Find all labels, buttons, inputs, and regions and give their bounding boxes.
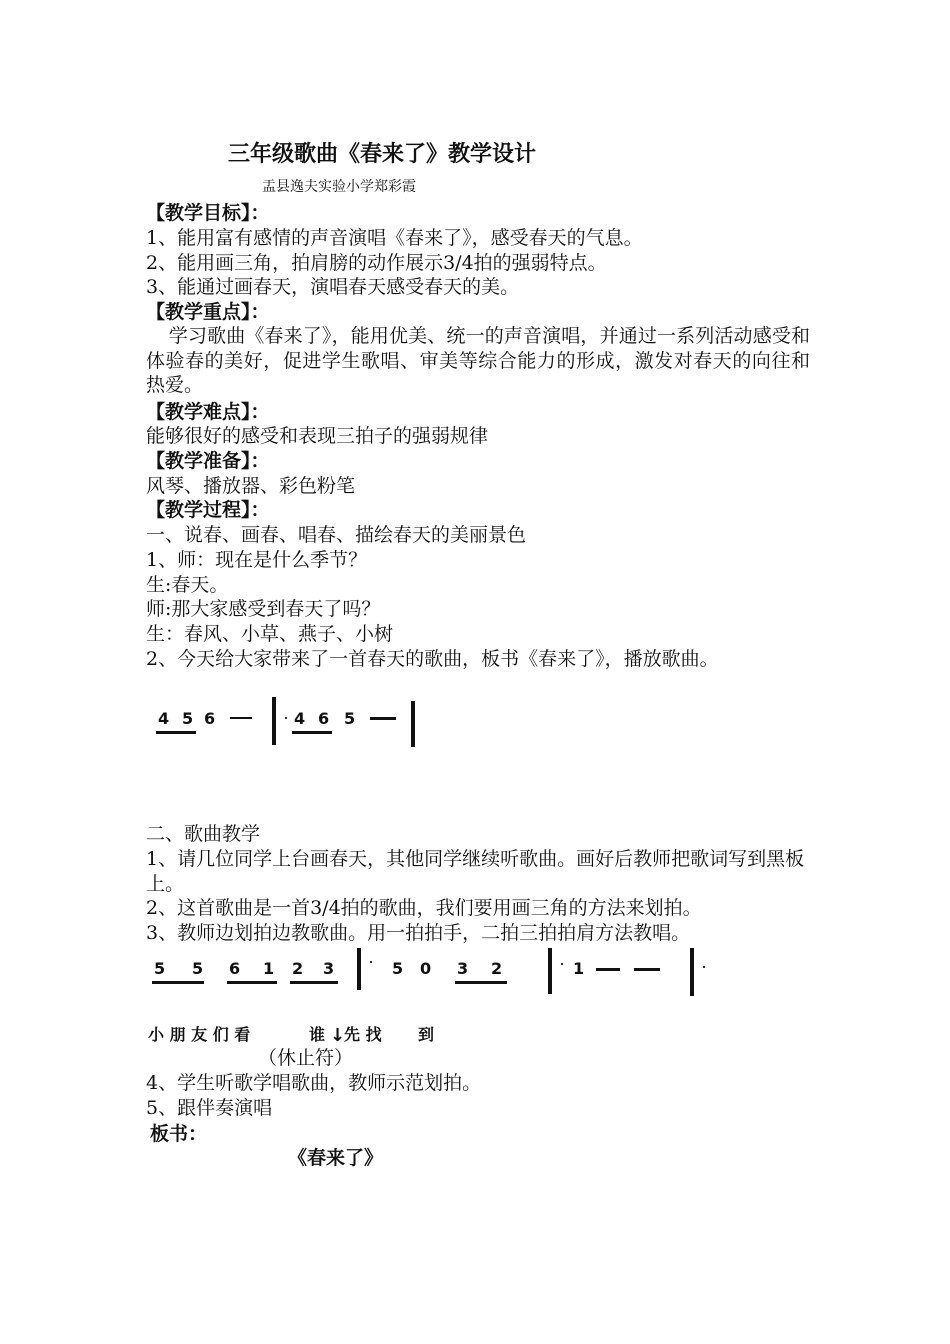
sustain-dash [596,968,620,971]
beat-underline [152,981,204,984]
note: 5 [192,959,204,978]
part2-title: 二、歌曲教学 [146,823,261,845]
note: 5 [344,709,356,728]
note: 4 [158,709,170,728]
bar-line [548,948,552,994]
dialogue-line: 生:春天。 [146,574,229,596]
note: 3 [457,959,469,978]
note: 5 [154,959,166,978]
part2-line: 2、这首歌曲是一首3/4拍的歌曲，我们要用画三角的方法来划拍。 [146,897,702,919]
bar-line [272,697,276,745]
lyrics-text: 先 找 [344,1025,382,1044]
goal-item: 2、能用画三角，拍肩膀的动作展示3/4拍的强弱特点。 [146,252,607,274]
beat-underline [292,731,332,734]
goal-item: 3、能通过画春天，演唱春天感受春天的美。 [146,276,520,298]
sustain-dash [230,717,252,719]
part1-title: 一、说春、画春、唱春、描绘春天的美丽景色 [146,524,527,546]
lyrics-text: 到 [418,1025,435,1044]
goal-item: 1、能用富有感情的声音演唱《春来了》，感受春天的气息。 [146,227,643,249]
part2-line: 1、请几位同学上台画春天，其他同学继续听歌曲。画好后教师把歌词写到黑板上。 [146,848,805,895]
dot-mark [703,966,705,968]
dot-mark [370,961,372,963]
process-line: 4、学生听歌学唱歌曲，教师示范划拍。 [146,1072,482,1094]
dot-mark [285,717,287,719]
lyrics-text: 谁 [309,1025,326,1044]
rest-arrow-icon: ↓ [330,1025,346,1046]
rest-label: （休止符） [258,1047,354,1069]
beat-underline [227,981,277,984]
note: 6 [204,709,216,728]
dialogue-line: 师:那大家感受到春天了吗？ [146,598,381,620]
process-line: 5、跟伴奏演唱 [146,1097,273,1119]
note: 2 [292,959,304,978]
dialogue-line: 2、今天给大家带来了一首春天的歌曲，板书《春来了》，播放歌曲。 [146,648,719,670]
note: 5 [392,959,404,978]
dot-mark [561,963,563,965]
beat-underline [455,981,507,984]
beat-underline [290,981,338,984]
preparation-heading: 【教学准备】： [146,450,270,472]
goals-heading: 【教学目标】： [146,202,270,224]
note: 1 [263,959,275,978]
beat-underline [156,731,196,734]
dialogue-line: 1、师：现在是什么季节？ [146,549,368,571]
note: 4 [294,709,306,728]
difficulty-text: 能够很好的感受和表现三拍子的强弱规律 [146,425,489,447]
key-point-text: 学习歌曲《春来了》，能用优美、统一的声音演唱，并通过一系列活动感受和体验春的美好，促进学生歌唱、审美等综合能力的形成，激发对春天的向往和热爱。 [146,325,810,396]
sustain-dash [634,968,660,971]
author-line: 盂县逸夫实验小学郑彩霞 [262,179,416,195]
note: 5 [182,709,194,728]
lyrics-text: 小 朋 友 们 看 [148,1025,251,1044]
preparation-text: 风琴、播放器、彩色粉笔 [146,475,356,497]
note: 1 [573,959,585,978]
note: 2 [491,959,503,978]
part2-line: 3、教师边划拍边教歌曲。用一拍拍手，二拍三拍拍肩方法教唱。 [146,922,691,944]
note: 6 [318,709,330,728]
difficulty-heading: 【教学难点】： [146,401,270,423]
bar-line [357,948,361,990]
bar-line [411,701,415,747]
bar-line [690,948,694,996]
dialogue-line: 生：春风、小草、燕子、小树 [146,623,394,645]
note: 6 [229,959,241,978]
board-heading: 板书： [150,1123,208,1145]
page-title: 三年级歌曲《春来了》教学设计 [228,142,537,167]
key-point-heading: 【教学重点】： [146,301,270,323]
process-heading: 【教学过程】： [146,499,270,521]
note: 3 [323,959,335,978]
sustain-dash [370,717,396,720]
note: 0 [420,959,432,978]
board-title: 《春来了》 [288,1147,384,1169]
